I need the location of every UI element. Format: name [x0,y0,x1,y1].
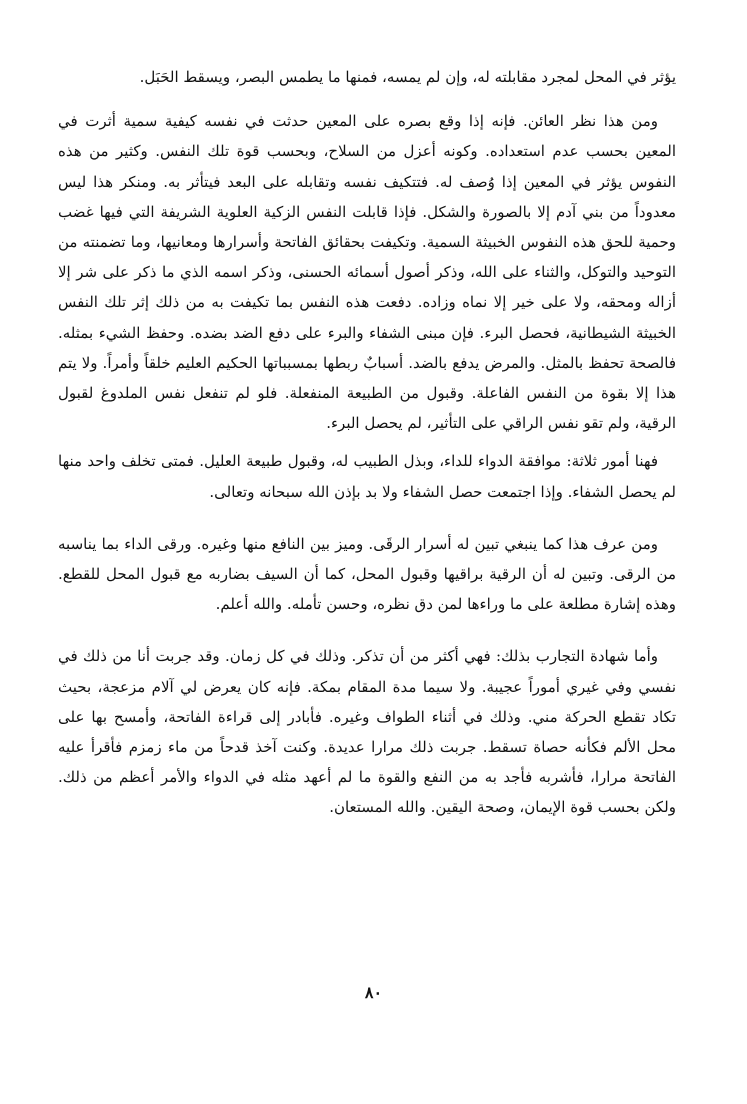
page-body [58,62,676,823]
paragraph-4: ومن عرف هذا كما ينبغي تبين له أسرار الرقَى. وميز بين النافع منها وغيره. ورقى الداء بما يناسبه من الرقى. وتبين له أن الرقية براقيها وقبول المحل، كما أن السيف بضاربه مع قبول المحل للقطع. وهذه إشارة مطلعة على ما وراءها لمن دق نظره، وحسن تأمله. والله أعلم. [58,534,676,614]
paragraph-1: يؤثر في المحل لمجرد مقابلته له، وإن لم يمسه، فمنها ما يطمس البصر، ويسقط الحَبَل. [139,68,676,86]
paragraph-3: فهنا أمور ثلاثة: موافقة الدواء للداء، وبذل الطبيب له، وقبول طبيعة العليل. فمتى تخلف واحد منها لم يحصل الشفاء. وإذا اجتمعت حصل الشفاء ولا بد بإذن الله سبحانه وتعالى. [58,452,676,501]
paragraph-5: وأما شهادة التجارب بذلك: فهي أكثر من أن تذكر. وذلك في كل زمان. وقد جربت أنا من ذلك في نفسي وفي غيري أموراً عجيبة. ولا سيما مدة المقام بمكة. فإنه كان يعرض لي آلام مزعجة، بحيث تكاد تقطع الحركة مني. وذلك في أثناء الطواف وغيره. فأبادر إلى قراءة الفاتحة، وأمسح بها على محل الألم فكأنه حصاة تسقط. جربت ذلك مرارا عديدة. وكنت آخذ قدحاً من ماء زمزم فأقرأ عليه الفاتحة مرارا، فأشربه فأجد به من النفع والقوة ما لم أعهد مثله في الدواء والأمر أعظم من ذلك. ولكن بحسب قوة الإيمان، وصحة اليقين. والله المستعان. [58,647,676,817]
paragraph-2: ومن هذا نظر العائن. فإنه إذا وقع بصره على المعين حدثت في نفسه كيفية سمية أثرت في المعين بحسب عدم استعداده. وكونه أعزل من السلاح، وبحسب قوة تلك النفس. وكثير من هذه النفوس يؤثر في المعين إذا وُصف له. فتتكيف نفسه وتقابله على البعد فيتأثر به. ومنكر هذا ليس معدوداً من بني آدم إلا بالصورة والشكل. فإذا قابلت النفس الزكية العلوية الشريفة التي فيها غضب وحمية للحق هذه النفوس الخبيثة السمية. وتكيفت بحقائق الفاتحة وأسرارها ومعانيها، وما تضمنته من التوحيد والتوكل، والثناء على الله، وذكر أصول أسمائه الحسنى، وذكر اسمه الذي ما ذكر على شر إلا أزاله ومحقه، ولا على خير إلا نماه وزاده. دفعت هذه النفس بما تكيفت به من ذلك إثر تلك النفس الخبيثة الشيطانية، فحصل البرء. فإن مبنى الشفاء والبرء على دفع الضد بضده. وحفظ الشيء بمثله. فالصحة تحفظ بالمثل. والمرض يدفع بالضد. أسبابٌ ربطها بمسبباتها الحكيم العليم خلقاً وأمراً. ولا يتم هذا إلا بقوة من النفس الفاعلة. وقبول من الطبيعة المنفعلة. فلو لم تنفعل نفس الملدوغ لقبول الرقية، ولم تقو نفس الراقي على التأثير، لم يحصل البرء. [58,112,676,433]
page-number: ٨٠ [364,983,383,1002]
